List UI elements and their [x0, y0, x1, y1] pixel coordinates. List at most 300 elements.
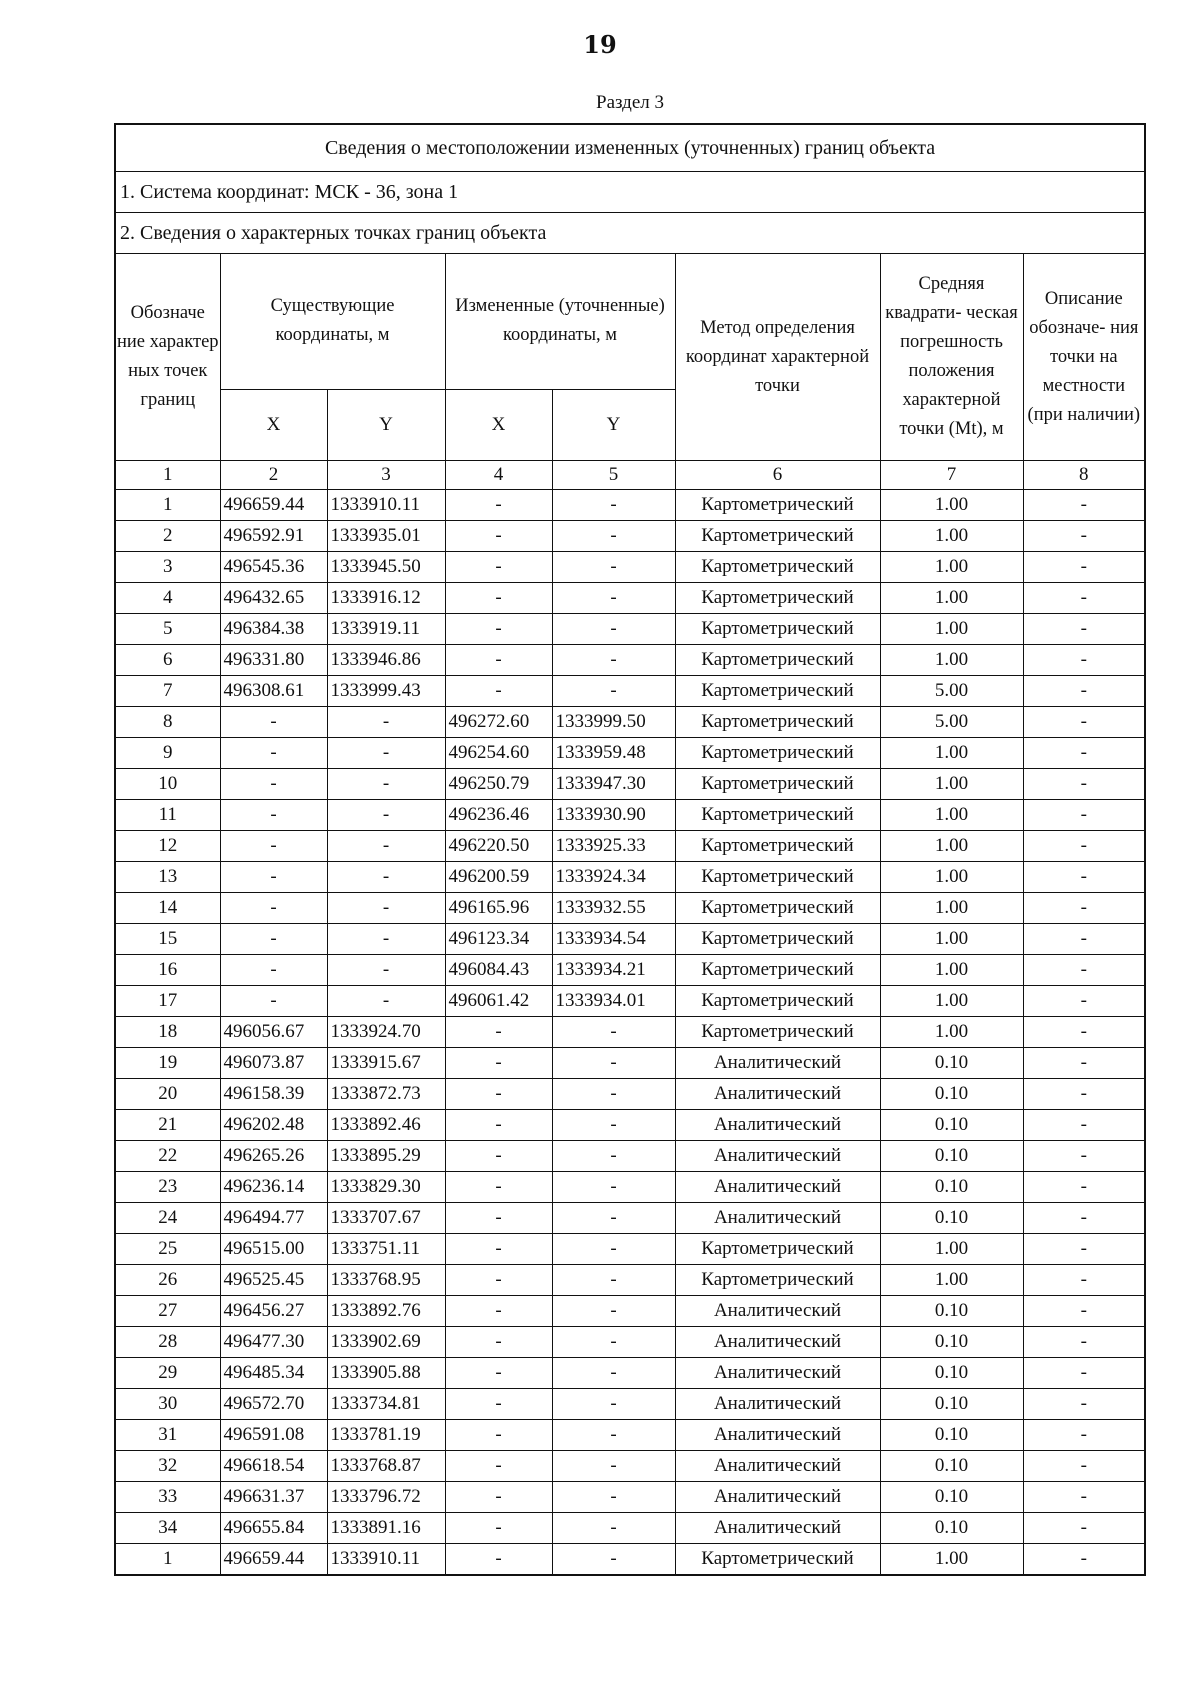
cell-mt-error: 1.00: [880, 924, 1023, 955]
cell-point-id: 7: [115, 676, 220, 707]
cell-mt-error: 1.00: [880, 1544, 1023, 1576]
cell-mt-error: 0.10: [880, 1203, 1023, 1234]
cell-changed-x: -: [445, 1203, 552, 1234]
page-number: 19: [583, 30, 617, 59]
cell-point-id: 19: [115, 1048, 220, 1079]
cell-method: Картометрический: [675, 1265, 880, 1296]
cell-point-id: 1: [115, 1544, 220, 1576]
cell-method: Картометрический: [675, 1234, 880, 1265]
table-title: Сведения о местоположении измененных (уточненных) границ объекта: [115, 124, 1145, 172]
cell-point-id: 21: [115, 1110, 220, 1141]
table-row: [115, 1234, 1145, 1265]
cell-point-id: 8: [115, 707, 220, 738]
cell-existing-x: 496056.67: [220, 1017, 327, 1048]
cell-point-id: 23: [115, 1172, 220, 1203]
cell-existing-y: 1333892.46: [327, 1110, 445, 1141]
cell-changed-x: -: [445, 1110, 552, 1141]
cell-mt-error: 1.00: [880, 1265, 1023, 1296]
column-number: 3: [327, 461, 445, 490]
cell-method: Картометрический: [675, 676, 880, 707]
cell-description: -: [1023, 1048, 1145, 1079]
cell-changed-y: -: [552, 1017, 675, 1048]
header-changed-x: X: [445, 389, 552, 460]
cell-existing-y: -: [327, 738, 445, 769]
cell-mt-error: 1.00: [880, 831, 1023, 862]
cell-existing-y: 1333891.16: [327, 1513, 445, 1544]
cell-description: -: [1023, 521, 1145, 552]
cell-existing-y: 1333916.12: [327, 583, 445, 614]
cell-changed-x: -: [445, 1389, 552, 1420]
cell-existing-x: -: [220, 986, 327, 1017]
cell-changed-y: -: [552, 521, 675, 552]
cell-changed-x: 496165.96: [445, 893, 552, 924]
table-row: [115, 831, 1145, 862]
cell-existing-x: -: [220, 955, 327, 986]
table-row: [115, 1327, 1145, 1358]
cell-changed-y: 1333930.90: [552, 800, 675, 831]
cell-description: -: [1023, 1017, 1145, 1048]
cell-point-id: 33: [115, 1482, 220, 1513]
table-row: [115, 924, 1145, 955]
cell-method: Аналитический: [675, 1079, 880, 1110]
cell-existing-y: 1333910.11: [327, 490, 445, 521]
cell-point-id: 28: [115, 1327, 220, 1358]
table-row: [115, 1172, 1145, 1203]
cell-existing-x: 496158.39: [220, 1079, 327, 1110]
cell-mt-error: 1.00: [880, 521, 1023, 552]
cell-mt-error: 1.00: [880, 738, 1023, 769]
cell-method: Аналитический: [675, 1172, 880, 1203]
cell-method: Картометрический: [675, 831, 880, 862]
cell-changed-x: -: [445, 1327, 552, 1358]
cell-existing-x: -: [220, 893, 327, 924]
cell-method: Аналитический: [675, 1389, 880, 1420]
cell-existing-y: 1333734.81: [327, 1389, 445, 1420]
cell-existing-x: 496655.84: [220, 1513, 327, 1544]
cell-description: -: [1023, 1513, 1145, 1544]
table-row: [115, 1017, 1145, 1048]
column-number: 2: [220, 461, 327, 490]
cell-existing-x: 496545.36: [220, 552, 327, 583]
cell-changed-y: -: [552, 1358, 675, 1389]
cell-existing-y: 1333905.88: [327, 1358, 445, 1389]
cell-changed-x: -: [445, 1234, 552, 1265]
cell-mt-error: 0.10: [880, 1048, 1023, 1079]
points-heading: 2. Сведения о характерных точках границ объекта: [115, 213, 1145, 254]
cell-changed-x: -: [445, 645, 552, 676]
cell-existing-y: -: [327, 862, 445, 893]
cell-existing-x: 496659.44: [220, 490, 327, 521]
cell-changed-x: -: [445, 1358, 552, 1389]
cell-changed-x: -: [445, 521, 552, 552]
cell-changed-y: 1333934.01: [552, 986, 675, 1017]
cell-existing-x: 496331.80: [220, 645, 327, 676]
cell-description: -: [1023, 738, 1145, 769]
cell-changed-y: 1333959.48: [552, 738, 675, 769]
cell-existing-x: 496592.91: [220, 521, 327, 552]
cell-mt-error: 1.00: [880, 769, 1023, 800]
cell-changed-y: 1333947.30: [552, 769, 675, 800]
cell-existing-y: 1333915.67: [327, 1048, 445, 1079]
cell-point-id: 18: [115, 1017, 220, 1048]
cell-changed-y: -: [552, 1389, 675, 1420]
cell-method: Картометрический: [675, 521, 880, 552]
cell-existing-y: -: [327, 955, 445, 986]
table-row: [115, 707, 1145, 738]
cell-changed-y: -: [552, 1110, 675, 1141]
cell-existing-x: 496073.87: [220, 1048, 327, 1079]
cell-existing-y: 1333768.95: [327, 1265, 445, 1296]
column-number: 6: [675, 461, 880, 490]
cell-mt-error: 0.10: [880, 1079, 1023, 1110]
cell-description: -: [1023, 676, 1145, 707]
cell-method: Аналитический: [675, 1420, 880, 1451]
cell-existing-y: 1333946.86: [327, 645, 445, 676]
table-row: [115, 800, 1145, 831]
cell-point-id: 6: [115, 645, 220, 676]
cell-mt-error: 1.00: [880, 800, 1023, 831]
table-row: [115, 955, 1145, 986]
table-row: [115, 1482, 1145, 1513]
cell-existing-y: 1333892.76: [327, 1296, 445, 1327]
cell-mt-error: 1.00: [880, 614, 1023, 645]
cell-changed-y: -: [552, 676, 675, 707]
cell-changed-x: 496084.43: [445, 955, 552, 986]
cell-existing-x: 496525.45: [220, 1265, 327, 1296]
cell-changed-y: 1333999.50: [552, 707, 675, 738]
cell-description: -: [1023, 769, 1145, 800]
cell-mt-error: 5.00: [880, 676, 1023, 707]
table-row: [115, 1203, 1145, 1234]
cell-mt-error: 0.10: [880, 1141, 1023, 1172]
cell-method: Картометрический: [675, 862, 880, 893]
cell-existing-y: -: [327, 986, 445, 1017]
cell-method: Картометрический: [675, 1017, 880, 1048]
cell-method: Аналитический: [675, 1110, 880, 1141]
header-changed-y: Y: [552, 389, 675, 460]
cell-changed-y: -: [552, 645, 675, 676]
cell-description: -: [1023, 1141, 1145, 1172]
cell-method: Аналитический: [675, 1296, 880, 1327]
cell-existing-x: -: [220, 831, 327, 862]
cell-description: -: [1023, 1110, 1145, 1141]
cell-method: Картометрический: [675, 645, 880, 676]
cell-mt-error: 0.10: [880, 1110, 1023, 1141]
cell-method: Аналитический: [675, 1451, 880, 1482]
cell-changed-y: -: [552, 1172, 675, 1203]
cell-existing-y: 1333910.11: [327, 1544, 445, 1576]
cell-changed-y: 1333934.54: [552, 924, 675, 955]
cell-method: Аналитический: [675, 1203, 880, 1234]
cell-method: Картометрический: [675, 769, 880, 800]
cell-description: -: [1023, 1389, 1145, 1420]
cell-description: -: [1023, 800, 1145, 831]
cell-mt-error: 0.10: [880, 1296, 1023, 1327]
cell-mt-error: 0.10: [880, 1389, 1023, 1420]
cell-existing-y: 1333919.11: [327, 614, 445, 645]
cell-mt-error: 1.00: [880, 1234, 1023, 1265]
cell-description: -: [1023, 1327, 1145, 1358]
cell-point-id: 26: [115, 1265, 220, 1296]
cell-description: -: [1023, 645, 1145, 676]
table-row: [115, 583, 1145, 614]
cell-description: -: [1023, 1203, 1145, 1234]
table-row: [115, 986, 1145, 1017]
cell-existing-y: -: [327, 924, 445, 955]
cell-changed-x: 496061.42: [445, 986, 552, 1017]
cell-changed-x: 496200.59: [445, 862, 552, 893]
cell-existing-x: -: [220, 707, 327, 738]
table-row: [115, 1420, 1145, 1451]
cell-changed-y: -: [552, 1327, 675, 1358]
column-number: 8: [1023, 461, 1145, 490]
cell-existing-x: 496265.26: [220, 1141, 327, 1172]
cell-existing-x: 496236.14: [220, 1172, 327, 1203]
header-existing-x: X: [220, 389, 327, 460]
cell-description: -: [1023, 552, 1145, 583]
cell-changed-y: -: [552, 1451, 675, 1482]
cell-method: Картометрический: [675, 893, 880, 924]
table-row: [115, 521, 1145, 552]
cell-mt-error: 1.00: [880, 645, 1023, 676]
cell-description: -: [1023, 924, 1145, 955]
cell-method: Картометрический: [675, 986, 880, 1017]
cell-changed-y: -: [552, 1265, 675, 1296]
cell-changed-x: -: [445, 1451, 552, 1482]
cell-point-id: 11: [115, 800, 220, 831]
cell-changed-y: -: [552, 1203, 675, 1234]
cell-method: Аналитический: [675, 1482, 880, 1513]
cell-point-id: 13: [115, 862, 220, 893]
cell-description: -: [1023, 1234, 1145, 1265]
cell-point-id: 30: [115, 1389, 220, 1420]
cell-changed-y: -: [552, 1079, 675, 1110]
cell-method: Картометрический: [675, 800, 880, 831]
cell-mt-error: 5.00: [880, 707, 1023, 738]
cell-mt-error: 1.00: [880, 893, 1023, 924]
cell-description: -: [1023, 862, 1145, 893]
cell-point-id: 4: [115, 583, 220, 614]
table-row: [115, 862, 1145, 893]
cell-point-id: 9: [115, 738, 220, 769]
cell-method: Картометрический: [675, 583, 880, 614]
cell-changed-x: -: [445, 1172, 552, 1203]
cell-method: Картометрический: [675, 614, 880, 645]
cell-existing-x: -: [220, 862, 327, 893]
cell-method: Картометрический: [675, 552, 880, 583]
table-row: [115, 490, 1145, 521]
cell-existing-y: 1333924.70: [327, 1017, 445, 1048]
cell-existing-x: 496515.00: [220, 1234, 327, 1265]
cell-existing-x: 496631.37: [220, 1482, 327, 1513]
table-row: [115, 645, 1145, 676]
cell-method: Картометрический: [675, 490, 880, 521]
cell-mt-error: 0.10: [880, 1358, 1023, 1389]
cell-existing-y: 1333768.87: [327, 1451, 445, 1482]
cell-changed-x: -: [445, 1141, 552, 1172]
cell-existing-y: 1333999.43: [327, 676, 445, 707]
cell-existing-x: -: [220, 924, 327, 955]
cell-existing-x: 496202.48: [220, 1110, 327, 1141]
cell-changed-x: -: [445, 1017, 552, 1048]
cell-existing-x: 496618.54: [220, 1451, 327, 1482]
cell-changed-x: -: [445, 1265, 552, 1296]
cell-method: Картометрический: [675, 924, 880, 955]
cell-existing-y: -: [327, 893, 445, 924]
cell-mt-error: 1.00: [880, 583, 1023, 614]
table-row: [115, 1451, 1145, 1482]
cell-point-id: 1: [115, 490, 220, 521]
column-number-row: [115, 461, 1145, 490]
cell-method: Аналитический: [675, 1327, 880, 1358]
cell-point-id: 15: [115, 924, 220, 955]
cell-description: -: [1023, 1482, 1145, 1513]
cell-changed-y: -: [552, 1420, 675, 1451]
cell-description: -: [1023, 955, 1145, 986]
cell-changed-y: 1333925.33: [552, 831, 675, 862]
table-row: [115, 1513, 1145, 1544]
cell-point-id: 2: [115, 521, 220, 552]
cell-existing-y: 1333872.73: [327, 1079, 445, 1110]
cell-existing-y: -: [327, 769, 445, 800]
cell-mt-error: 0.10: [880, 1451, 1023, 1482]
cell-point-id: 3: [115, 552, 220, 583]
cell-description: -: [1023, 1265, 1145, 1296]
cell-changed-y: -: [552, 552, 675, 583]
cell-changed-x: -: [445, 1513, 552, 1544]
cell-description: -: [1023, 707, 1145, 738]
table-row: [115, 1296, 1145, 1327]
header-mean-square-error: Средняя квадрати- ческая погрешность положения характерной точки (Mt), м: [880, 254, 1023, 461]
header-method: Метод определения координат характерной точки: [675, 254, 880, 461]
cell-changed-y: 1333932.55: [552, 893, 675, 924]
cell-changed-y: -: [552, 614, 675, 645]
cell-changed-y: -: [552, 1048, 675, 1079]
cell-mt-error: 0.10: [880, 1172, 1023, 1203]
header-point-description: Описание обозначе- ния точки на местности (при наличии): [1023, 254, 1145, 461]
cell-existing-x: -: [220, 800, 327, 831]
cell-point-id: 24: [115, 1203, 220, 1234]
cell-changed-y: -: [552, 1141, 675, 1172]
cell-mt-error: 0.10: [880, 1513, 1023, 1544]
table-row: [115, 1389, 1145, 1420]
cell-point-id: 32: [115, 1451, 220, 1482]
table-row: [115, 614, 1145, 645]
column-number: 5: [552, 461, 675, 490]
cell-changed-x: -: [445, 1296, 552, 1327]
cell-changed-y: -: [552, 1482, 675, 1513]
cell-existing-x: 496384.38: [220, 614, 327, 645]
column-number: 1: [115, 461, 220, 490]
table-body: [115, 490, 1145, 1576]
cell-changed-x: -: [445, 583, 552, 614]
cell-existing-x: 496494.77: [220, 1203, 327, 1234]
cell-changed-x: 496272.60: [445, 707, 552, 738]
table-row: [115, 1079, 1145, 1110]
cell-changed-x: 496220.50: [445, 831, 552, 862]
boundary-points-table: [114, 123, 1146, 1576]
column-number: 4: [445, 461, 552, 490]
cell-existing-y: 1333796.72: [327, 1482, 445, 1513]
cell-existing-x: 496456.27: [220, 1296, 327, 1327]
cell-existing-x: -: [220, 738, 327, 769]
table-row: [115, 676, 1145, 707]
cell-method: Аналитический: [675, 1358, 880, 1389]
cell-changed-x: -: [445, 1079, 552, 1110]
cell-changed-y: -: [552, 1296, 675, 1327]
cell-description: -: [1023, 1172, 1145, 1203]
cell-existing-y: -: [327, 831, 445, 862]
cell-changed-x: 496254.60: [445, 738, 552, 769]
cell-changed-x: -: [445, 1048, 552, 1079]
cell-method: Картометрический: [675, 707, 880, 738]
cell-existing-y: -: [327, 800, 445, 831]
cell-existing-x: 496477.30: [220, 1327, 327, 1358]
cell-existing-x: 496432.65: [220, 583, 327, 614]
table-row: [115, 552, 1145, 583]
cell-description: -: [1023, 490, 1145, 521]
cell-point-id: 16: [115, 955, 220, 986]
column-number: 7: [880, 461, 1023, 490]
cell-existing-y: 1333751.11: [327, 1234, 445, 1265]
cell-existing-y: 1333707.67: [327, 1203, 445, 1234]
table-row: [115, 1358, 1145, 1389]
cell-existing-y: -: [327, 707, 445, 738]
cell-point-id: 12: [115, 831, 220, 862]
table-row: [115, 1110, 1145, 1141]
cell-mt-error: 1.00: [880, 862, 1023, 893]
section-label: Раздел 3: [596, 92, 664, 113]
header-existing-y: Y: [327, 389, 445, 460]
cell-existing-y: 1333902.69: [327, 1327, 445, 1358]
cell-existing-y: 1333895.29: [327, 1141, 445, 1172]
cell-existing-y: 1333829.30: [327, 1172, 445, 1203]
cell-point-id: 25: [115, 1234, 220, 1265]
table-row: [115, 1265, 1145, 1296]
cell-changed-x: 496236.46: [445, 800, 552, 831]
cell-mt-error: 1.00: [880, 955, 1023, 986]
cell-changed-x: -: [445, 490, 552, 521]
cell-changed-x: 496123.34: [445, 924, 552, 955]
cell-existing-x: 496485.34: [220, 1358, 327, 1389]
cell-mt-error: 1.00: [880, 1017, 1023, 1048]
cell-point-id: 10: [115, 769, 220, 800]
cell-description: -: [1023, 583, 1145, 614]
cell-point-id: 29: [115, 1358, 220, 1389]
cell-changed-y: 1333924.34: [552, 862, 675, 893]
header-existing-coordinates: Существующие координаты, м: [220, 254, 445, 390]
cell-method: Картометрический: [675, 738, 880, 769]
table-row: [115, 738, 1145, 769]
cell-mt-error: 1.00: [880, 490, 1023, 521]
cell-point-id: 31: [115, 1420, 220, 1451]
cell-changed-y: -: [552, 583, 675, 614]
table-row: [115, 1048, 1145, 1079]
cell-mt-error: 0.10: [880, 1482, 1023, 1513]
cell-existing-x: 496308.61: [220, 676, 327, 707]
cell-description: -: [1023, 1451, 1145, 1482]
cell-changed-y: 1333934.21: [552, 955, 675, 986]
cell-method: Аналитический: [675, 1513, 880, 1544]
cell-existing-y: 1333945.50: [327, 552, 445, 583]
cell-description: -: [1023, 986, 1145, 1017]
cell-description: -: [1023, 614, 1145, 645]
cell-method: Аналитический: [675, 1048, 880, 1079]
cell-changed-x: -: [445, 552, 552, 583]
cell-point-id: 5: [115, 614, 220, 645]
header-changed-coordinates: Измененные (уточненные) координаты, м: [445, 254, 675, 390]
cell-existing-y: 1333935.01: [327, 521, 445, 552]
